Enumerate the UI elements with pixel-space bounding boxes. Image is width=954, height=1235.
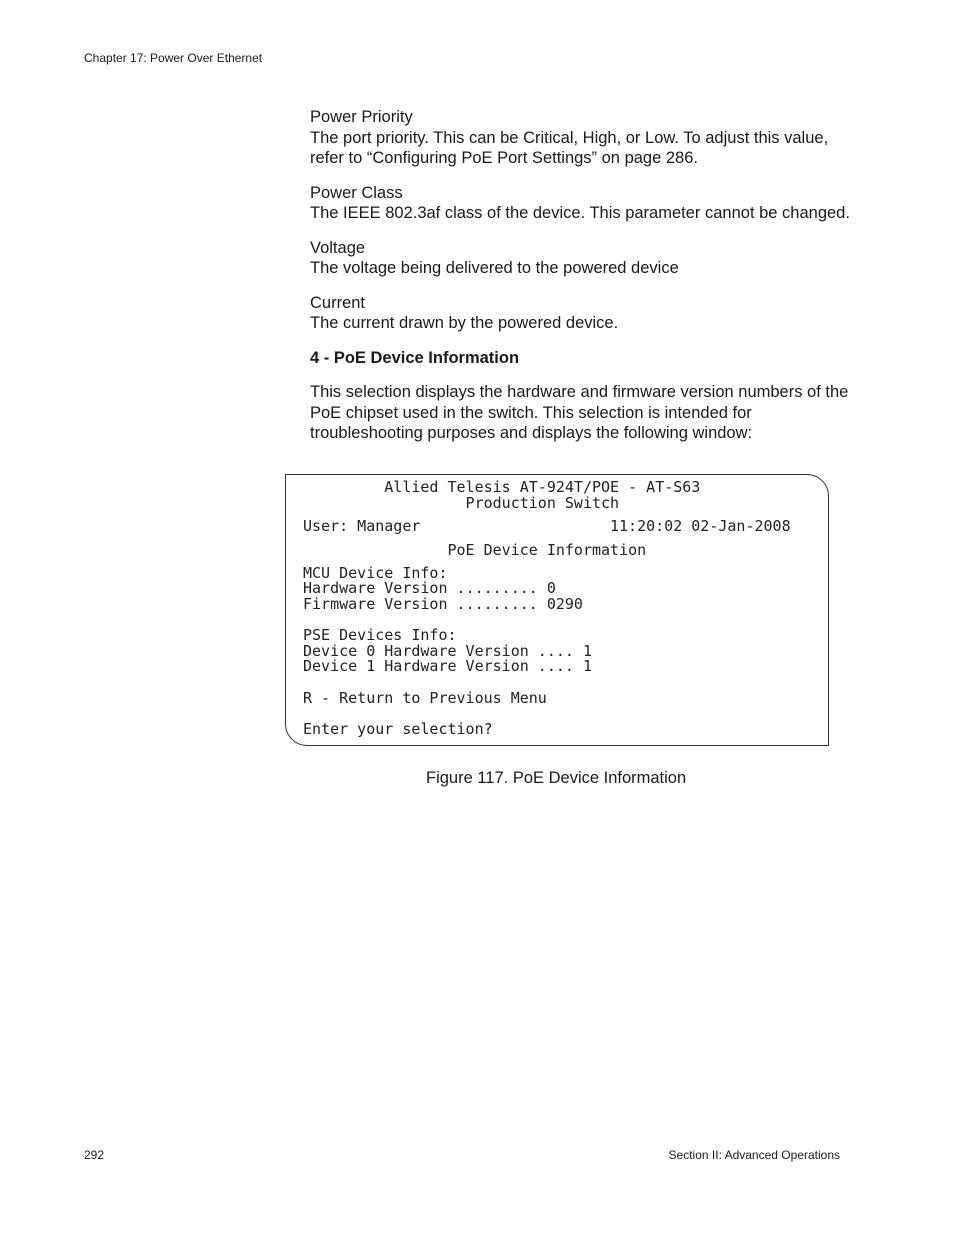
running-footer: Section II: Advanced Operations — [668, 1148, 840, 1162]
terminal-device0: Device 0 Hardware Version .... 1 — [303, 642, 592, 660]
terminal-user: User: Manager — [303, 517, 421, 535]
section-body: This selection displays the hardware and firmware version numbers of the PoE chipset used in the switch. This selection is intended for troubleshooting purposes and displays the following window: — [310, 383, 849, 442]
definition-description: The voltage being delivered to the powered device — [310, 259, 679, 277]
terminal-subtitle: Production Switch — [303, 494, 620, 512]
definition-current — [310, 293, 850, 334]
definition-description: The current drawn by the powered device. — [310, 314, 619, 332]
running-header: Chapter 17: Power Over Ethernet — [84, 51, 263, 65]
definition-description: The port priority. This can be Critical, High, or Low. To adjust this value, refer to “Configuring PoE Port Settings” on page 286. — [310, 128, 829, 167]
main-content — [310, 107, 850, 444]
definition-term: Voltage — [310, 238, 366, 257]
terminal-title: Allied Telesis AT-924T/POE - AT-S63 — [303, 478, 701, 496]
terminal-return-option: R - Return to Previous Menu — [303, 689, 547, 707]
definition-term: Current — [310, 293, 366, 312]
page-number: 292 — [84, 1148, 105, 1162]
figure-caption: Figure 117. PoE Device Information — [426, 769, 687, 787]
section-heading: 4 - PoE Device Information — [310, 348, 520, 367]
definition-term: Power Class — [310, 183, 403, 202]
terminal-hardware-version: Hardware Version ......... 0 — [303, 579, 556, 597]
terminal-pse-label: PSE Devices Info: — [303, 626, 457, 644]
terminal-mcu-label: MCU Device Info: — [303, 564, 448, 582]
terminal-firmware-version: Firmware Version ......... 0290 — [303, 595, 583, 613]
definition-voltage — [310, 238, 850, 279]
terminal-window — [285, 474, 829, 746]
definition-description: The IEEE 802.3af class of the device. This parameter cannot be changed. — [310, 204, 850, 222]
terminal-device1: Device 1 Hardware Version .... 1 — [303, 657, 592, 675]
definition-power-class — [310, 183, 850, 224]
terminal-prompt: Enter your selection? — [303, 720, 493, 738]
terminal-screen-title: PoE Device Information — [303, 541, 647, 559]
definition-power-priority — [310, 107, 850, 169]
definition-term: Power Priority — [310, 108, 413, 126]
terminal-time: 11:20:02 02-Jan-2008 — [610, 517, 791, 535]
